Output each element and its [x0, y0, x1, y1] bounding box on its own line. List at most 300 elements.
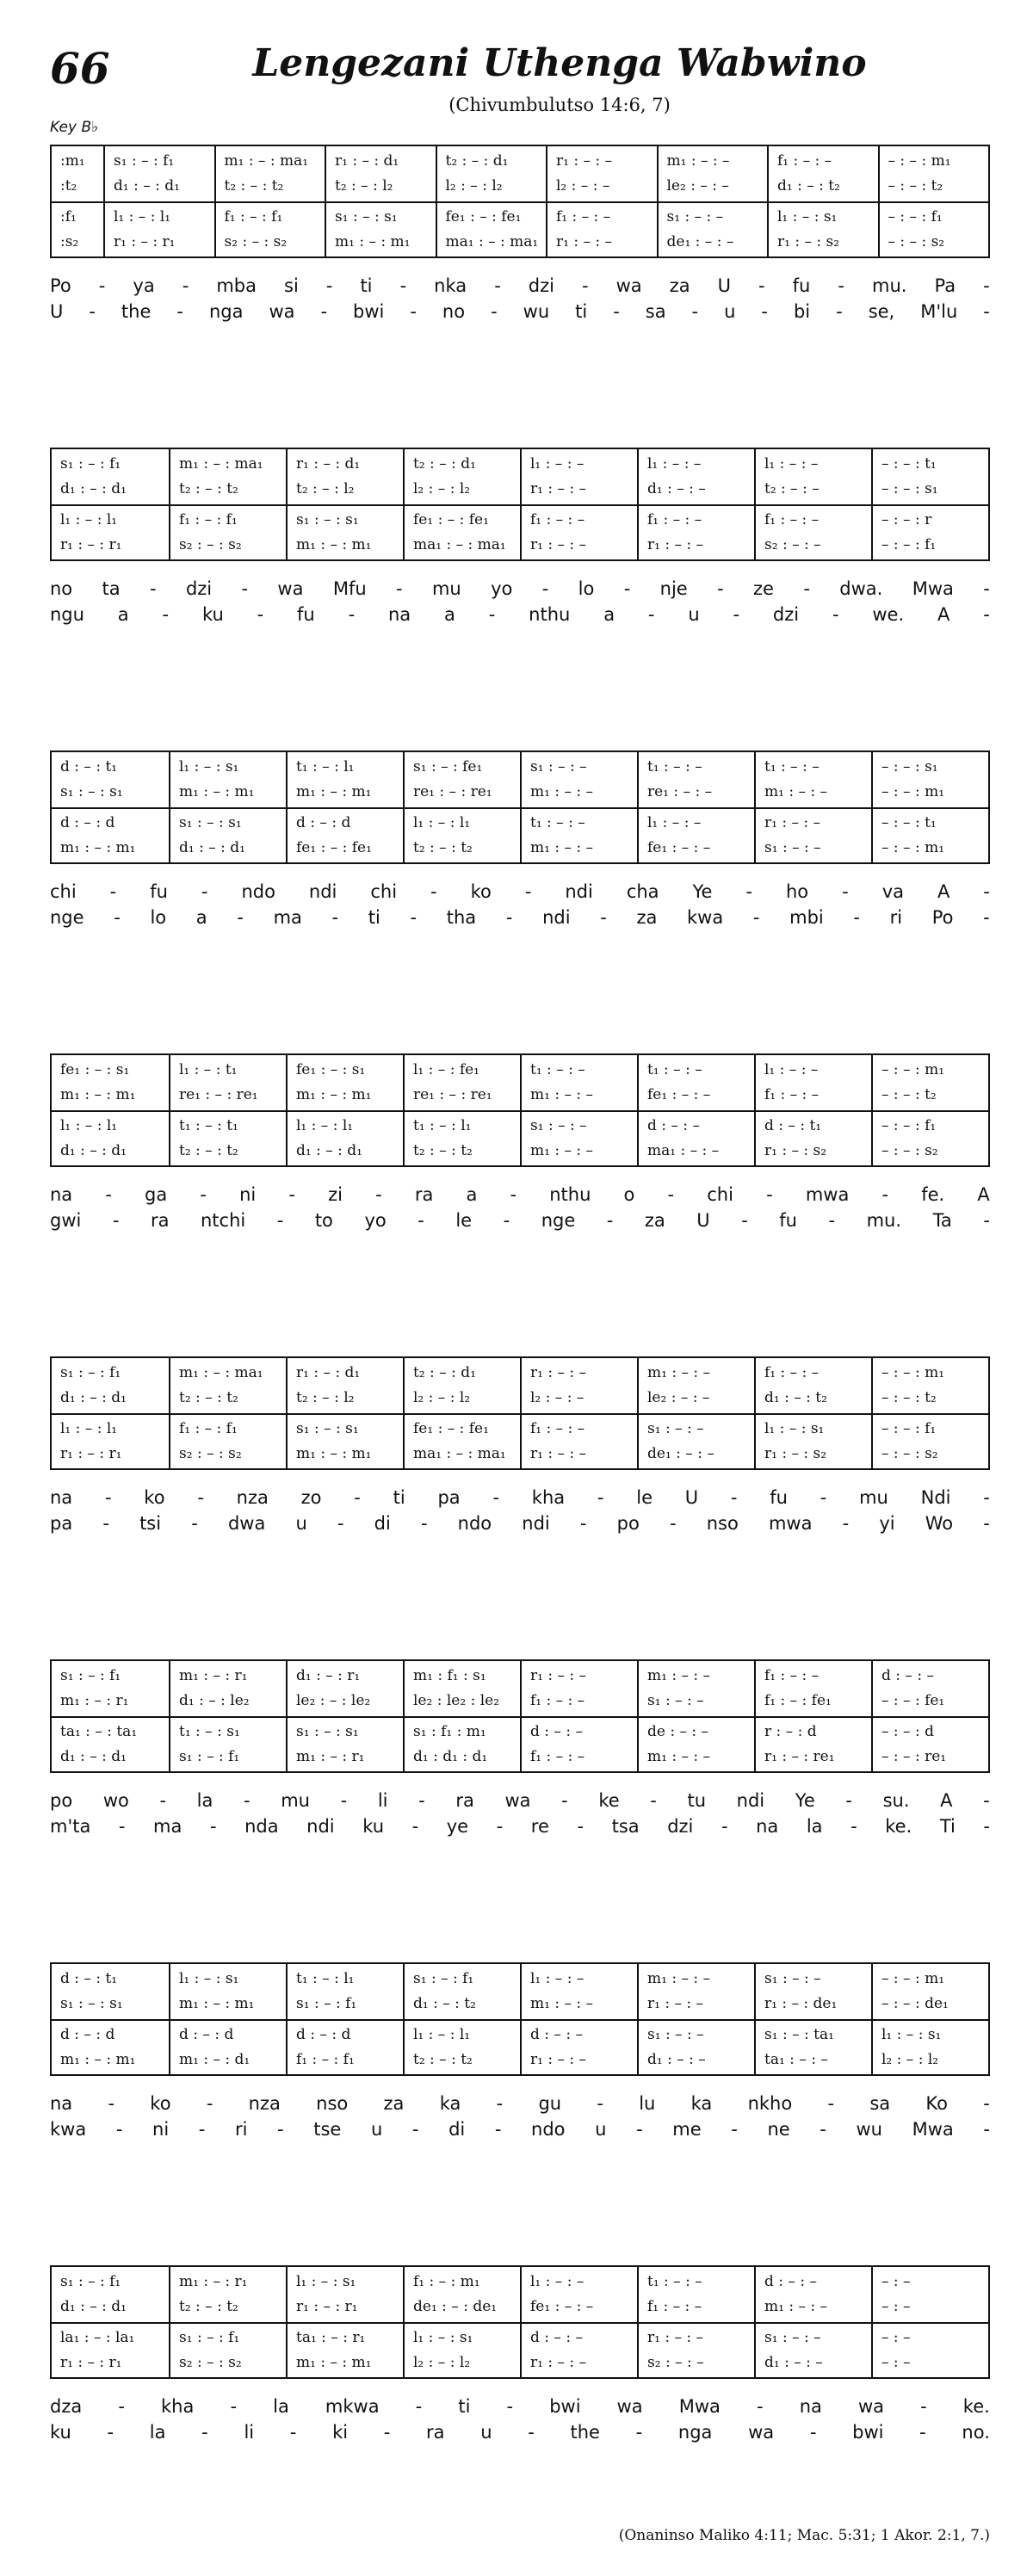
lyric-syllable: -	[114, 907, 121, 928]
voice-notes: d : – : –	[647, 1117, 700, 1134]
lyric-syllable: -	[717, 578, 724, 599]
sol-fa-system	[50, 1659, 990, 1773]
voice-notes: l₁ : – : t₁	[179, 1061, 238, 1078]
lyric-syllable: a	[603, 604, 615, 625]
lyric-syllable: Mwa	[678, 2396, 721, 2417]
lyric-syllable: ra	[455, 1790, 474, 1811]
lyric-line	[50, 300, 990, 324]
voice-notes: l₁ : – : l₁	[413, 2026, 471, 2043]
lyric-syllable: -	[606, 1210, 614, 1231]
voice-notes: d₁ : – : d₁	[179, 839, 245, 856]
lyric-syllable: ndo	[241, 881, 275, 902]
voice-notes: m₁ : – : m₁	[296, 1445, 372, 1462]
voice-notes: d : – : d	[60, 814, 115, 831]
voice-notes: r₁ : – : s₂	[764, 1445, 827, 1462]
lyric-syllable: dzi	[667, 1816, 694, 1837]
lyric-syllable: Ye	[795, 1790, 815, 1811]
lyric-syllable: fu	[297, 604, 315, 625]
voice-notes: l₁ : – : –	[764, 455, 819, 473]
measure	[286, 449, 405, 559]
lyric-syllable: -	[191, 1513, 198, 1534]
measure	[520, 1358, 639, 1468]
voice-notes: s₂ : – : s₂	[179, 1445, 242, 1462]
lyric-line	[50, 602, 990, 627]
lyric-syllable: ko	[470, 881, 492, 902]
voice-notes: d : – : –	[881, 1667, 934, 1684]
lyric-syllable: na	[50, 1184, 73, 1205]
lyric-syllable: dzi	[528, 275, 554, 296]
lyric-syllable: -	[505, 907, 513, 928]
lyric-syllable: mu.	[872, 275, 907, 296]
voice-notes: ma₁ : – : ma₁	[413, 1445, 506, 1462]
lyric-syllable: -	[650, 1790, 657, 1811]
voice-notes: l₁ : – : l₁	[60, 511, 118, 528]
voice-notes: f₁ : – : –	[530, 1748, 585, 1765]
lyric-syllable: Ko	[925, 2093, 948, 2114]
lyric-syllable: wa	[748, 2422, 775, 2443]
lyric-syllable: mwa	[768, 1513, 813, 1534]
lyric-syllable: -	[396, 578, 403, 599]
lyric-syllable: -	[289, 2422, 297, 2443]
voice-notes: r₁ : – : de₁	[764, 1995, 838, 2012]
lyric-syllable: nje	[659, 578, 688, 599]
lyric-syllable: -	[415, 2396, 423, 2417]
lyric-line	[50, 1486, 990, 1510]
voice-notes: t₁ : – : l₁	[296, 1970, 355, 1987]
voice-notes: f₁ : – : –	[777, 152, 832, 170]
measure	[637, 1964, 756, 2074]
lyric-syllable: tsi	[139, 1513, 162, 1534]
measure	[286, 1964, 405, 2074]
sol-fa-system	[50, 2265, 990, 2379]
voice-notes: l₁ : – : l₁	[114, 208, 171, 225]
voice-notes: m₁ : – : ma₁	[224, 152, 309, 170]
voice-notes: l₁ : – : –	[530, 455, 585, 473]
lyric-syllable: wu	[856, 2119, 882, 2140]
sol-fa-system	[50, 448, 990, 561]
voice-notes: f₁ : – : –	[764, 1086, 820, 1103]
voice-notes: m₁ : – : r₁	[179, 2273, 248, 2290]
lyric-syllable: -	[832, 604, 839, 625]
lyric-syllable: o	[623, 1184, 635, 1205]
voice-notes: le₂ : – : –	[647, 1389, 710, 1406]
measure	[169, 1358, 288, 1468]
lyric-syllable: po	[616, 1513, 640, 1534]
voice-notes: m₁ : – : ma₁	[179, 455, 263, 473]
lyric-syllable: chi	[707, 1184, 733, 1205]
lyric-syllable: -	[162, 604, 170, 625]
voice-notes: fe₁ : – : fe₁	[413, 1420, 489, 1437]
lyric-syllable: -	[430, 881, 437, 902]
measure	[767, 146, 880, 256]
measure	[871, 752, 990, 862]
lyric-syllable: -	[418, 1790, 425, 1811]
voice-notes: m₁ : – : ma₁	[179, 1364, 263, 1381]
voice-notes: s₁ : – : f₁	[60, 2273, 121, 2290]
measure	[878, 146, 991, 256]
voice-notes: re₁ : – : –	[647, 783, 713, 800]
lyric-syllable: -	[528, 2422, 535, 2443]
lyric-syllable: -	[730, 1487, 738, 1508]
lyric-syllable: kwa	[687, 907, 724, 928]
lyric-syllable: -	[159, 1790, 167, 1811]
lyric-syllable: wa	[269, 301, 295, 322]
lyric-syllable: A	[937, 881, 950, 902]
lyric-syllable: U	[684, 1487, 699, 1508]
lyric-syllable: -	[241, 578, 249, 599]
lyric-syllable: wa	[615, 275, 642, 296]
voice-notes: s₁ : – : s₁	[179, 814, 242, 831]
voice-notes: s₁ : – : ta₁	[764, 2026, 834, 2043]
lyric-syllable: ti	[360, 275, 373, 296]
lyric-syllable: ti	[368, 907, 380, 928]
voice-notes: – : – : d	[881, 1723, 934, 1740]
lyric-syllable: va	[881, 881, 904, 902]
lyric-syllable: -	[752, 907, 760, 928]
lyric-syllable: ngu	[50, 604, 84, 625]
voice-notes: f₁ : – : f₁	[179, 1420, 238, 1437]
lyric-syllable: sa	[645, 301, 666, 322]
lyric-syllable: ga	[145, 1184, 168, 1205]
voice-notes: m₁ : – : m₁	[296, 1086, 372, 1103]
measure	[871, 1661, 990, 1771]
lyric-syllable: nza	[248, 2093, 281, 2114]
voice-notes: :f₁	[60, 208, 77, 225]
lyric-syllable: nka	[434, 275, 467, 296]
lyric-syllable: ke.	[885, 1816, 912, 1837]
voice-notes: s₂ : – : s₂	[179, 2354, 242, 2371]
voice-notes: m₁ : f₁ : s₁	[413, 1667, 486, 1684]
lyric-syllable: -	[230, 2396, 238, 2417]
measure	[169, 752, 288, 862]
voice-notes: la₁ : – : la₁	[60, 2329, 135, 2346]
voice-notes: re₁ : – : re₁	[179, 1086, 258, 1103]
voice-notes: – : – : re₁	[881, 1748, 947, 1765]
lyric-syllable: -	[579, 1513, 587, 1534]
lyric-syllable: bi	[793, 301, 811, 322]
lyric-line	[50, 1208, 990, 1232]
voice-notes: d : – : d	[296, 2026, 351, 2043]
lyric-syllable: A	[977, 1184, 990, 1205]
lyric-syllable: M'lu	[920, 301, 958, 322]
voice-notes: de₁ : – : –	[647, 1445, 714, 1462]
measure	[637, 752, 756, 862]
lyric-syllable: -	[600, 907, 607, 928]
voice-notes: s₁ : – : –	[530, 1117, 587, 1134]
voice-notes: r₁ : – : –	[530, 1445, 587, 1462]
lyric-syllable: nthu	[529, 604, 571, 625]
voice-notes: r₁ : – : –	[530, 480, 587, 497]
lyric-syllable: -	[983, 2093, 990, 2114]
voice-notes: ma₁ : – : ma₁	[413, 536, 506, 553]
lyric-syllable: ma	[273, 907, 302, 928]
voice-notes: t₂ : – : d₁	[445, 152, 509, 170]
measure	[871, 1358, 990, 1468]
lyric-syllable: cha	[626, 881, 659, 902]
measure	[286, 1661, 405, 1771]
lyric-syllable: -	[920, 2396, 927, 2417]
lyric-syllable: la	[196, 1790, 213, 1811]
lyric-syllable: Mwa	[912, 2119, 954, 2140]
lyric-syllable: fu	[150, 881, 168, 902]
lyric-syllable: nthu	[549, 1184, 591, 1205]
lyric-syllable: mkwa	[325, 2396, 380, 2417]
lyric-syllable: -	[842, 881, 849, 902]
lyric-syllable: Ta	[932, 1210, 952, 1231]
voice-notes: d : – : –	[764, 2273, 817, 2290]
lyric-syllable: wa	[616, 2396, 643, 2417]
lyric-line	[50, 2420, 990, 2444]
voice-notes: l₁ : – : l₁	[413, 814, 471, 831]
measure	[520, 2267, 639, 2377]
voice-notes: d₁ : – : d₁	[296, 1142, 362, 1159]
lyric-syllable: tu	[687, 1790, 707, 1811]
lyric-syllable: -	[721, 1816, 728, 1837]
lyric-syllable: -	[109, 881, 117, 902]
lyric-syllable: mu.	[866, 1210, 902, 1231]
lyric-syllable: u	[295, 1513, 307, 1534]
lyric-syllable: ri	[234, 2119, 248, 2140]
lyric-syllable: -	[337, 1513, 344, 1534]
hymn-title: Lengezani Uthenga Wabwino	[252, 41, 867, 85]
lyric-syllable: chi	[370, 881, 398, 902]
lyric-syllable: A	[937, 604, 950, 625]
lyric-syllable: -	[102, 1513, 109, 1534]
voice-notes: s₁ : – : f₁	[179, 2329, 240, 2346]
voice-notes: fe₁ : – : fe₁	[445, 208, 522, 225]
voice-notes: m₁ : – : d₁	[179, 2051, 251, 2068]
measure	[520, 1661, 639, 1771]
voice-notes: l₁ : – : s₁	[179, 1970, 239, 1987]
voice-notes: t₂ : – : t₂	[179, 1142, 238, 1159]
voice-notes: f₁ : – : –	[530, 1420, 585, 1437]
voice-notes: fe₁ : – : –	[530, 2298, 594, 2315]
scripture-reference: (Chivumbulutso 14:6, 7)	[448, 95, 671, 115]
lyric-syllable: wa	[277, 578, 304, 599]
measure	[52, 2267, 169, 2377]
voice-notes: l₁ : – : –	[647, 455, 702, 473]
voice-notes: t₁ : – : s₁	[179, 1723, 240, 1740]
lyric-line	[50, 1788, 990, 1813]
voice-notes: f₁ : – : f₁	[296, 2051, 355, 2068]
voice-notes: t₂ : – : l₂	[296, 1389, 355, 1406]
lyric-syllable: -	[176, 301, 183, 322]
measure	[637, 1358, 756, 1468]
lyric-syllable: -	[820, 2119, 826, 2140]
lyric-syllable: Ye	[692, 881, 713, 902]
lyric-syllable: ndi	[565, 881, 593, 902]
voice-notes: :t₂	[60, 177, 77, 195]
lyric-syllable: ndo	[531, 2119, 566, 2140]
voice-notes: t₁ : – : –	[647, 758, 702, 775]
lyric-syllable: dzi	[772, 604, 800, 625]
lyric-syllable: -	[919, 2422, 926, 2443]
lyric-syllable: -	[851, 1816, 857, 1837]
lyric-syllable: kwa	[50, 2119, 87, 2140]
lyric-syllable: lo	[578, 578, 595, 599]
lyric-syllable: ri	[889, 907, 903, 928]
lyric-syllable: no	[442, 301, 466, 322]
measure	[169, 449, 288, 559]
voice-notes: m₁ : – : –	[530, 839, 594, 856]
lyric-syllable: ni	[152, 2119, 170, 2140]
lyric-syllable: ndi	[522, 1513, 550, 1534]
measure	[286, 752, 405, 862]
voice-notes: ta₁ : – : –	[764, 2051, 828, 2068]
lyric-syllable: -	[496, 1816, 504, 1837]
lyric-syllable: ta	[102, 578, 121, 599]
voice-notes: t₁ : – : t₁	[179, 1117, 238, 1134]
measure	[52, 1661, 169, 1771]
measure	[754, 449, 873, 559]
voice-notes: s₁ : – : f₁	[296, 1995, 357, 2012]
voice-notes: fe₁ : – : fe₁	[296, 839, 372, 856]
voice-notes: m₁ : – : –	[647, 1364, 711, 1381]
lyric-syllable: -	[411, 2119, 419, 2140]
measure	[169, 1661, 288, 1771]
lyric-syllable: -	[399, 275, 407, 296]
voice-notes: fe₁ : – : s₁	[296, 1061, 366, 1078]
lyric-syllable: ki	[332, 2422, 349, 2443]
voice-notes: r₁ : – : –	[530, 536, 587, 553]
voice-notes: – : – : f₁	[881, 536, 937, 553]
voice-notes: s₁ : – : –	[764, 839, 821, 856]
voice-notes: :m₁	[60, 152, 85, 170]
lyric-syllable: -	[827, 2093, 835, 2114]
voice-notes: r₁ : – : –	[530, 1667, 587, 1684]
voice-notes: – : – : f₁	[881, 1117, 937, 1134]
lyric-syllable: a	[117, 604, 129, 625]
lyric-syllable: -	[108, 2093, 115, 2114]
voice-notes: f₁ : – : –	[764, 1364, 820, 1381]
voice-notes: r₁ : – : re₁	[764, 1748, 835, 1765]
lyric-syllable: -	[757, 2396, 764, 2417]
lyric-syllable: Mfu	[332, 578, 367, 599]
lyric-syllable: Ndi	[920, 1487, 951, 1508]
voice-notes: re₁ : – : re₁	[413, 1086, 492, 1103]
lyric-syllable: dza	[50, 2396, 83, 2417]
voice-notes: f₁ : – : f₁	[224, 208, 283, 225]
lyric-syllable: nkho	[747, 2093, 793, 2114]
voice-notes: d : – : –	[530, 2026, 583, 2043]
voice-notes: m₁ : – : m₁	[60, 839, 136, 856]
voice-notes: s₁ : f₁ : m₁	[413, 1723, 486, 1740]
measure	[546, 146, 659, 256]
voice-notes: f₁ : – : –	[556, 208, 611, 225]
voice-notes: l₂ : – : l₂	[445, 177, 503, 195]
voice-notes: d : – : –	[530, 1723, 583, 1740]
lyric-syllable: wa	[504, 1790, 531, 1811]
lyric-syllable: -	[201, 881, 208, 902]
lyric-syllable: fu	[792, 275, 811, 296]
lyric-syllable: -	[983, 275, 990, 296]
lyric-syllable: wu	[523, 301, 550, 322]
voice-notes: de₁ : – : de₁	[413, 2298, 498, 2315]
lyric-syllable: -	[98, 275, 106, 296]
voice-notes: f₁ : – : –	[647, 511, 702, 528]
voice-notes: s₁ : – : fe₁	[413, 758, 483, 775]
voice-notes: r₁ : – : –	[530, 2354, 587, 2371]
lyric-syllable: Wo	[925, 1513, 954, 1534]
voice-notes: d₁ : d₁ : d₁	[413, 1748, 488, 1765]
lyric-syllable: u	[595, 2119, 607, 2140]
lyric-syllable: -	[809, 2422, 817, 2443]
measure	[103, 146, 216, 256]
lyric-syllable: mbi	[789, 907, 824, 928]
lyric-syllable: zo	[300, 1487, 322, 1508]
voice-notes: – : – : m₁	[881, 1970, 945, 1987]
voice-notes: s₂ : – : s₂	[224, 233, 288, 250]
lyric-syllable: ka	[690, 2093, 713, 2114]
measure	[871, 1055, 990, 1165]
voice-notes: f₁ : – : –	[764, 511, 820, 528]
measure	[520, 752, 639, 862]
voice-notes: ma₁ : – : –	[647, 1142, 720, 1159]
measure	[871, 2267, 990, 2377]
lyric-syllable: ku	[362, 1816, 385, 1837]
lyric-syllable: -	[983, 604, 990, 625]
voice-notes: m₁ : – : –	[647, 1970, 711, 1987]
lyric-syllable: -	[647, 604, 655, 625]
voice-notes: l₁ : – : –	[530, 1970, 585, 1987]
voice-notes: m₁ : – : –	[530, 1142, 594, 1159]
measure	[436, 146, 548, 256]
voice-notes: – : – : m₁	[881, 783, 945, 800]
lyric-syllable: A	[940, 1790, 953, 1811]
lyric-syllable: -	[761, 301, 768, 322]
lyric-syllable: -	[494, 2119, 502, 2140]
lyric-syllable: the	[121, 301, 152, 322]
voice-notes: f₁ : – : f₁	[179, 511, 238, 528]
lyric-syllable: ra	[426, 2422, 445, 2443]
voice-notes: s₁ : – : f₁	[60, 1364, 121, 1381]
lyric-syllable: U	[696, 1210, 710, 1231]
lyric-syllable: ka	[439, 2093, 461, 2114]
lyric-syllable: -	[200, 1184, 207, 1205]
lyric-syllable: gu	[538, 2093, 562, 2114]
voice-notes: r₁ : – : –	[647, 536, 704, 553]
voice-notes: s₁ : – : s₁	[296, 1723, 359, 1740]
lyric-syllable: u	[724, 301, 736, 322]
voice-notes: l₁ : – : s₁	[764, 1420, 825, 1437]
lyric-syllable: na	[756, 1816, 779, 1837]
voice-notes: s₁ : – : s₁	[60, 783, 123, 800]
lyric-syllable: -	[237, 907, 244, 928]
lyric-syllable: ko	[144, 1487, 165, 1508]
lyric-syllable: ko	[150, 2093, 171, 2114]
lyric-line	[50, 880, 990, 904]
voice-notes: d₁ : – : le₂	[179, 1692, 250, 1709]
voice-notes: d₁ : – : d₁	[60, 2298, 127, 2315]
voice-notes: t₂ : – : t₂	[413, 1142, 473, 1159]
lyric-syllable: tha	[446, 907, 477, 928]
voice-notes: d : – : d	[296, 814, 351, 831]
lyric-syllable: -	[597, 1487, 604, 1508]
voice-notes: de₁ : – : –	[666, 233, 734, 250]
lyric-syllable: u	[688, 604, 700, 625]
voice-notes: l₁ : – : –	[764, 1061, 819, 1078]
lyric-syllable: -	[340, 1790, 348, 1811]
measure	[286, 2267, 405, 2377]
lyric-syllable: -	[828, 1210, 836, 1231]
voice-notes: r₁ : – : d₁	[296, 455, 361, 473]
lyric-syllable: Ti	[939, 1816, 956, 1837]
lyric-syllable: -	[524, 881, 532, 902]
voice-notes: d₁ : – : d₁	[60, 1748, 127, 1765]
lyric-syllable: ye	[446, 1816, 469, 1837]
lyric-syllable: kha	[531, 1487, 566, 1508]
lyric-syllable: su.	[882, 1790, 910, 1811]
